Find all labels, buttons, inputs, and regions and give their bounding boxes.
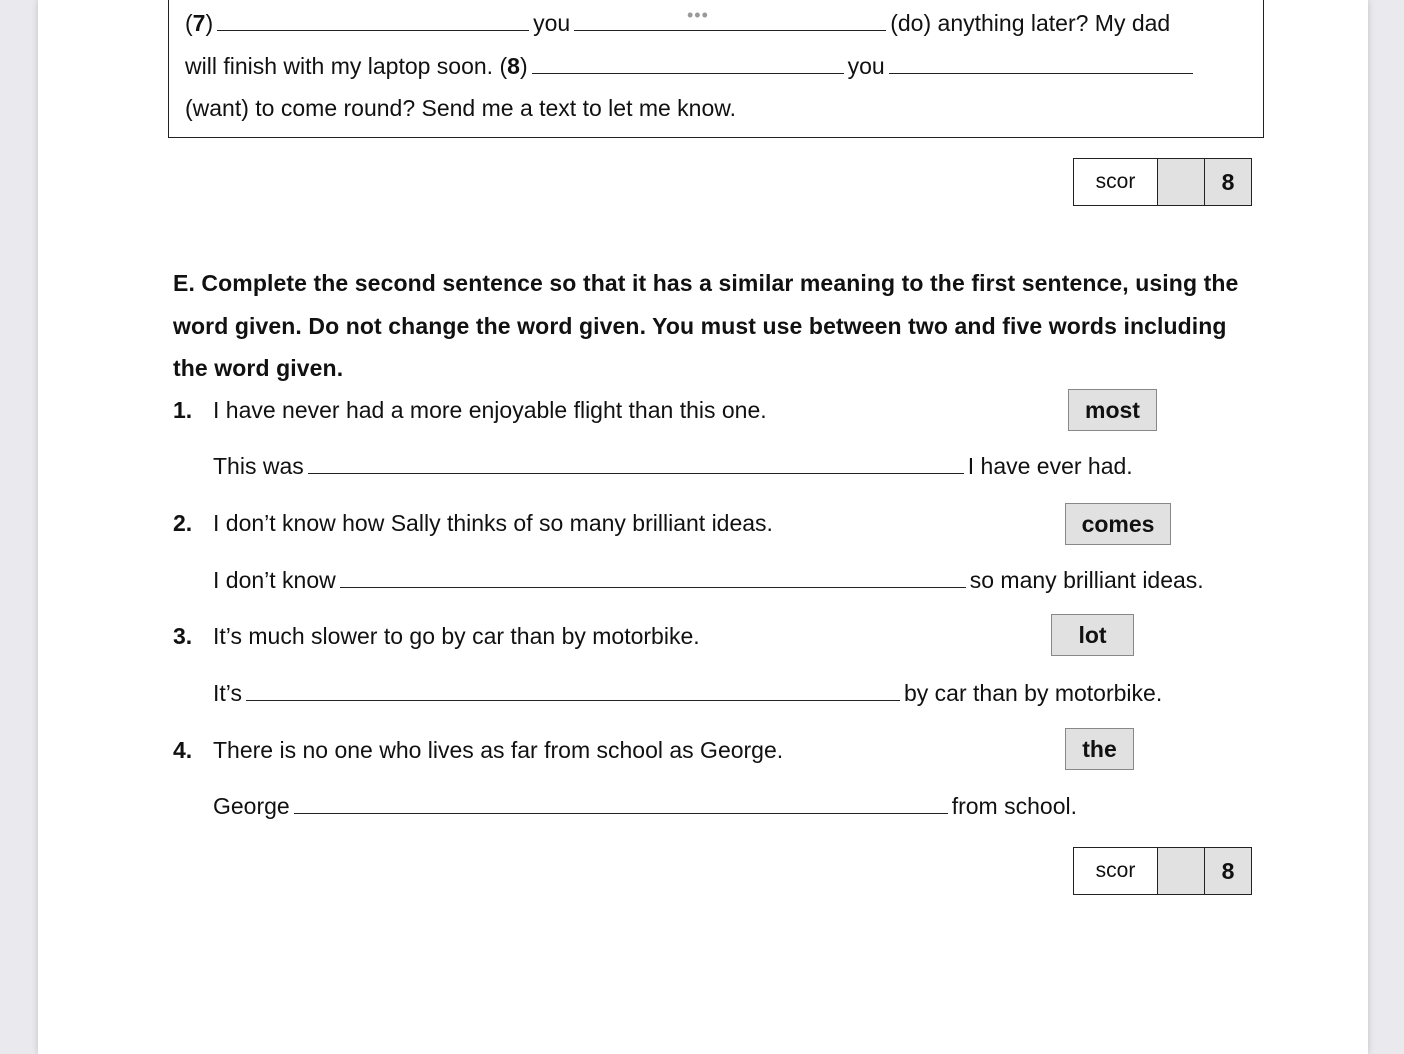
score-max: 8 xyxy=(1205,848,1251,894)
key-word: the xyxy=(1065,728,1134,770)
answer-blank[interactable] xyxy=(340,567,966,588)
section-e-instructions: E. Complete the second sentence so that it has a similar meaning to the first sentence, using the word given. Do not change the word given. You must use between two and five words including the word given. xyxy=(173,270,1239,381)
passage-line-2: will finish with my laptop soon. (8) you xyxy=(185,52,1197,80)
answer-before: This was xyxy=(213,453,304,479)
question-number: 2. xyxy=(173,510,193,536)
answer-after: from school. xyxy=(951,793,1077,819)
question-sentence: It’s much slower to go by car than by motorbike. xyxy=(213,623,700,649)
key-word: lot xyxy=(1051,614,1134,656)
answer-before: I don’t know xyxy=(213,567,336,593)
passage-line-1: (7) you (do) anything later? My dad xyxy=(185,10,1171,36)
score-input[interactable] xyxy=(1158,159,1205,205)
question-sentence: I don’t know how Sally thinks of so many brilliant ideas. xyxy=(213,510,773,536)
question-sentence: I have never had a more enjoyable flight than this one. xyxy=(213,397,767,423)
passage-line-3: (want) to come round? Send me a text to let me know. xyxy=(185,95,737,121)
score-input[interactable] xyxy=(1158,848,1205,894)
key-word: comes xyxy=(1065,503,1171,545)
question-2 xyxy=(173,509,773,537)
score-box xyxy=(1073,847,1252,895)
gap-number: 7 xyxy=(192,10,206,36)
answer-line-1 xyxy=(213,452,1133,480)
answer-line-4 xyxy=(213,792,1077,820)
passage-text: you xyxy=(533,10,571,36)
answer-blank[interactable] xyxy=(889,53,1193,74)
answer-blank[interactable] xyxy=(532,53,844,74)
passage-text: will finish with my laptop soon. xyxy=(185,53,494,79)
answer-blank[interactable] xyxy=(574,10,886,31)
answer-after: by car than by motorbike. xyxy=(903,680,1163,706)
answer-before: George xyxy=(213,793,290,819)
passage-text: (do) anything later? My dad xyxy=(890,10,1171,36)
answer-before: It’s xyxy=(213,680,242,706)
score-label: scor xyxy=(1074,159,1158,205)
gap-number: 8 xyxy=(507,53,520,79)
answer-blank[interactable] xyxy=(246,680,900,701)
key-word: most xyxy=(1068,389,1157,431)
question-1 xyxy=(173,396,767,424)
answer-after: I have ever had. xyxy=(967,453,1133,479)
score-box xyxy=(1073,158,1252,206)
question-4 xyxy=(173,736,783,764)
score-label: scor xyxy=(1074,848,1158,894)
question-3 xyxy=(173,622,700,650)
question-sentence: There is no one who lives as far from school as George. xyxy=(213,737,784,763)
answer-blank[interactable] xyxy=(217,10,529,31)
question-number: 4. xyxy=(173,737,193,763)
more-options-icon[interactable]: ••• xyxy=(687,5,709,25)
answer-after: so many brilliant ideas. xyxy=(969,567,1204,593)
answer-blank[interactable] xyxy=(294,793,948,814)
passage-text: you xyxy=(847,53,885,79)
answer-blank[interactable] xyxy=(308,453,964,474)
answer-line-2 xyxy=(213,566,1204,594)
question-number: 1. xyxy=(173,397,193,423)
score-max: 8 xyxy=(1205,159,1251,205)
answer-line-3 xyxy=(213,679,1162,707)
question-number: 3. xyxy=(173,623,193,649)
